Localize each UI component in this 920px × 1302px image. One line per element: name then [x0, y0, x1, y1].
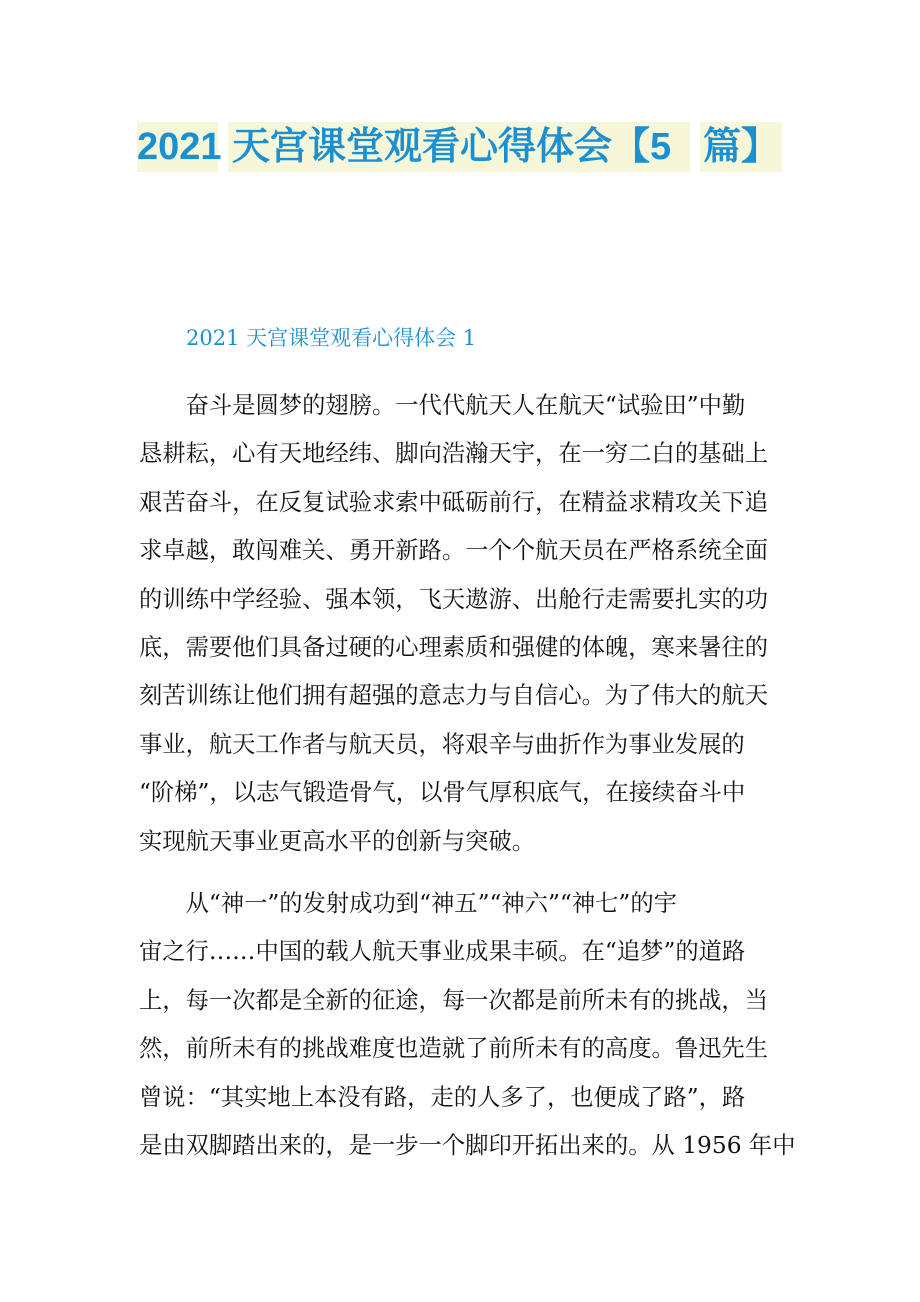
paragraph-line: 艰苦奋斗，在反复试验求索中砥砺前行，在精益求精攻关下追: [139, 488, 769, 516]
paragraph-line: 求卓越，敢闯难关、勇开新路。一个个航天员在严格系统全面: [139, 537, 769, 565]
paragraph-line: 的训练中学经验、强本领，飞天遨游、出舱行走需要扎实的功: [139, 585, 769, 613]
title-segment-year: 2021: [137, 122, 218, 172]
paragraph-line: 恳耕耘，心有天地经纬、脚向浩瀚天宇，在一穷二白的基础上: [139, 440, 769, 468]
section-heading: 2021 天宫课堂观看心得体会 1: [186, 326, 477, 350]
paragraph-line: “阶梯”，以志气锻造骨气，以骨气厚积底气，在接续奋斗中: [139, 779, 746, 807]
paragraph-line: 上，每一次都是全新的征途，每一次都是前所未有的挑战，当: [139, 986, 769, 1014]
paragraph-line: 奋斗是圆梦的翅膀。一代代航天人在航天“试验田”中勤: [139, 392, 746, 419]
document-title: [0, 122, 920, 172]
paragraph-1: [139, 382, 779, 866]
paragraph-line: 底，需要他们具备过硬的心理素质和强健的体魄，寒来暑往的: [139, 633, 769, 661]
paragraph-line: 然，前所未有的挑战难度也造就了前所未有的高度。鲁迅先生: [139, 1035, 769, 1063]
title-segment-main: 天宫课堂观看心得体会【5: [228, 122, 690, 172]
title-segment-tail: 篇】: [700, 122, 782, 172]
paragraph-line: 曾说：“其实地上本没有路，走的人多了，也便成了路”，路: [139, 1083, 746, 1111]
paragraph-2: [139, 880, 796, 1170]
paragraph-line: 从“神一”的发射成功到“神五”“神六”“神七”的宇: [139, 890, 677, 917]
paragraph-line: 实现航天事业更高水平的创新与突破。: [139, 827, 536, 855]
paragraph-line: 是由双脚踏出来的，是一步一个脚印开拓出来的。从 1956 年中: [139, 1131, 796, 1159]
paragraph-line: 事业，航天工作者与航天员，将艰辛与曲折作为事业发展的: [139, 730, 745, 758]
paragraph-line: 刻苦训练让他们拥有超强的意志力与自信心。为了伟大的航天: [139, 682, 769, 710]
paragraph-line: 宙之行……中国的载人航天事业成果丰硕。在“追梦”的道路: [139, 938, 746, 966]
